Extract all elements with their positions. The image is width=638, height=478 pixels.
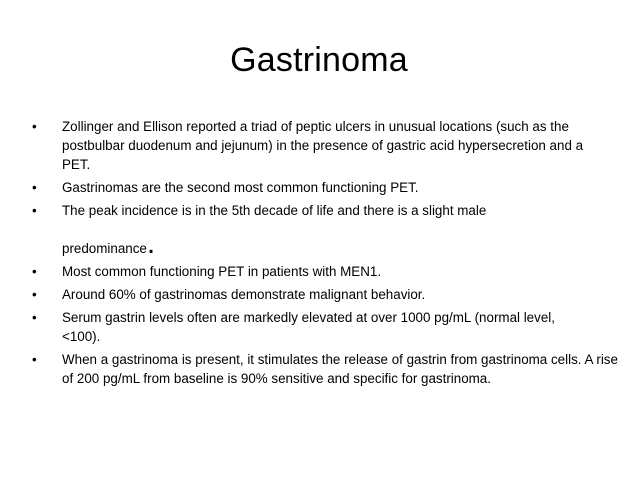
bullet-text: When a gastrinoma is present, it stimulates the release of gastrin from gastrinoma cells. A rise of 200 pg/mL from baseline is 90% sensitive and specific for gastrinoma. (62, 352, 618, 386)
bullet-continuation (62, 227, 156, 260)
bullet-text: Zollinger and Ellison reported a triad of peptic ulcers in unusual locations (such as the postbulbar duodenum and jejunum) in the presence of gastric acid hypersecretion and a PET. (62, 119, 584, 172)
bullet-icon: • (32, 119, 37, 134)
bullet-item (32, 350, 632, 388)
bullet-item (32, 262, 612, 281)
bullet-icon: • (32, 352, 37, 367)
bullet-text: Serum gastrin levels often are markedly elevated at over 1000 pg/mL (normal level, <100). (62, 310, 555, 344)
continuation-period: . (146, 227, 156, 260)
line-spacer (62, 220, 612, 234)
bullet-icon: • (32, 287, 37, 302)
bullet-icon: • (32, 310, 37, 325)
bullet-item (32, 285, 612, 304)
bullet-icon: • (32, 264, 37, 279)
bullet-text: Around 60% of gastrinomas demonstrate malignant behavior. (62, 287, 426, 302)
continuation-text: predominance (62, 241, 147, 256)
slide-title: Gastrinoma (230, 41, 408, 79)
bullet-list (32, 117, 618, 392)
bullet-item (32, 178, 612, 197)
bullet-text: Gastrinomas are the second most common functioning PET. (62, 180, 419, 195)
bullet-icon: • (32, 203, 37, 218)
bullet-text: The peak incidence is in the 5th decade of life and there is a slight male (62, 203, 487, 218)
bullet-item (32, 201, 612, 258)
bullet-text: Most common functioning PET in patients with MEN1. (62, 264, 382, 279)
bullet-icon: • (32, 180, 37, 195)
bullet-item (32, 308, 582, 346)
bullet-item (32, 117, 612, 174)
